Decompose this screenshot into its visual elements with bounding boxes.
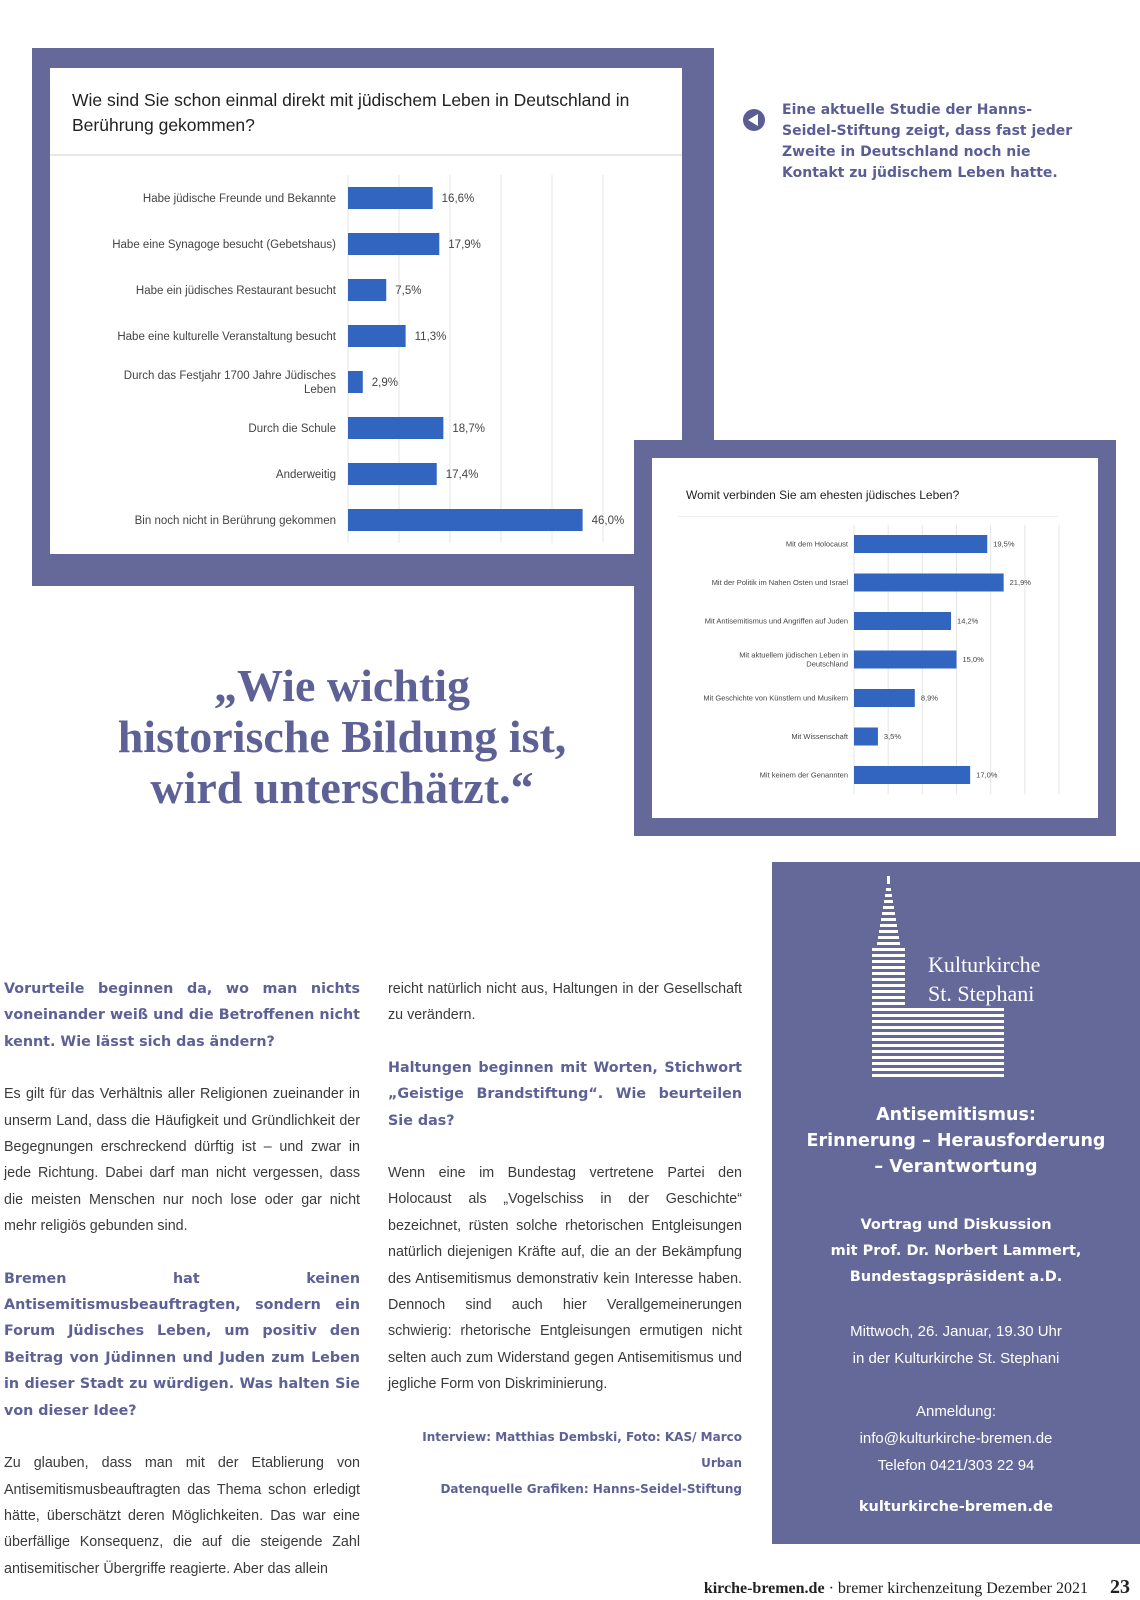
value-label: 2,9% xyxy=(371,377,399,390)
chart-frame-association xyxy=(634,440,1116,836)
page-number: 23 xyxy=(1110,1576,1130,1598)
wordmark-line: St. Stephani xyxy=(928,981,1035,1006)
value-label: 15,0% xyxy=(962,655,984,665)
category-label: Bin noch nicht in Berührung gekommen xyxy=(134,515,336,528)
pull-quote xyxy=(62,660,622,813)
value-label: 3,5% xyxy=(883,732,902,742)
event-registration xyxy=(772,1398,1140,1479)
registration-label: Anmeldung: xyxy=(915,1403,997,1420)
bar xyxy=(348,417,443,439)
value-label: 17,0% xyxy=(976,770,998,780)
category-label: Mit keinem der Genannten xyxy=(759,770,848,780)
category-label: Durch das Festjahr 1700 Jahre Jüdisches Leben xyxy=(123,370,336,396)
bar xyxy=(348,463,437,485)
event-sidebar xyxy=(772,862,1140,1544)
kulturkirche-wordmark xyxy=(928,950,1040,1008)
chart-title: Womit verbinden Sie am ehesten jüdisches Leben? xyxy=(686,488,960,502)
category-label: Mit aktuellem jüdischen Leben in Deutschland xyxy=(739,650,848,669)
category-label: Mit dem Holocaust xyxy=(785,539,848,549)
pull-quote-line: „Wie wichtig xyxy=(214,660,470,711)
category-label: Durch die Schule xyxy=(248,423,336,436)
category-label: Mit Wissenschaft xyxy=(791,732,848,742)
value-label: 17,4% xyxy=(445,469,479,482)
category-label: Mit der Politik im Nahen Osten und Israel xyxy=(711,578,848,588)
value-label: 16,6% xyxy=(441,193,475,206)
interview-question: Vorurteile beginnen da, wo man nichts voneinander weiß und die Betroffenen nicht kennt. Wie lässt sich das ändern? xyxy=(4,981,360,1050)
bar xyxy=(348,279,386,301)
event-date-line: Mittwoch, 26. Januar, 19.30 Uhr xyxy=(850,1323,1062,1340)
category-label: Anderweitig xyxy=(275,469,336,482)
value-label: 8,9% xyxy=(920,693,938,703)
event-date xyxy=(772,1318,1140,1372)
bar-chart-association xyxy=(652,524,1098,818)
bar xyxy=(348,233,439,255)
bar xyxy=(854,612,951,630)
category-label: Mit Antisemitismus und Angriffen auf Juden xyxy=(704,616,848,626)
event-title-line: Erinnerung – Herausforderung xyxy=(806,1131,1106,1151)
event-date-line: in der Kulturkirche St. Stephani xyxy=(852,1350,1060,1367)
category-label: Habe eine Synagoge besucht (Gebetshaus) xyxy=(112,239,336,252)
pull-quote-line: historische Bildung ist, xyxy=(117,711,567,762)
callout-text: Eine aktuelle Studie der Hanns-Seidel-Stiftung zeigt, dass fast jeder Zweite in Deutschland noch nie Kontakt zu jüdischem Leben hatte. xyxy=(782,102,1073,181)
event-title-line: Antisemitismus: xyxy=(876,1105,1036,1125)
category-label: Habe eine kulturelle Veranstaltung besucht xyxy=(117,331,336,344)
interview-answer: reicht natürlich nicht aus, Haltungen in der Gesellschaft zu verändern. xyxy=(388,981,742,1024)
value-label: 14,2% xyxy=(957,616,979,626)
title-divider xyxy=(678,516,1058,517)
website-link[interactable]: kulturkirche-bremen.de xyxy=(858,1499,1054,1515)
event-description xyxy=(772,1212,1140,1290)
bar xyxy=(348,509,583,531)
bar xyxy=(854,728,878,746)
value-label: 18,7% xyxy=(452,423,485,436)
value-label: 46,0% xyxy=(591,515,625,528)
bar xyxy=(348,325,406,347)
value-label: 7,5% xyxy=(395,285,422,298)
pull-quote-line: wird unterschätzt.“ xyxy=(150,762,534,813)
event-title-line: – Verantwortung xyxy=(874,1157,1038,1177)
event-description-line: mit Prof. Dr. Norbert Lammert, xyxy=(830,1243,1082,1259)
bar xyxy=(348,371,363,393)
value-label: 19,5% xyxy=(993,539,1015,549)
bar xyxy=(854,535,987,553)
event-description-line: Vortrag und Diskussion xyxy=(860,1217,1052,1233)
interview-answer: Zu glauben, dass man mit der Etablierung von Antisemitismusbeauftragten das Thema schon erledigt hätte, überschätzt deren Möglichkeiten. Das war eine überfällige Konsequenz, die auf die steigende Zahl antisemitischer Übergriffe reagierte. Aber das allein xyxy=(4,1455,360,1577)
bar xyxy=(854,574,1004,592)
bar xyxy=(348,187,433,209)
registration-email[interactable]: info@kulturkirche-bremen.de xyxy=(859,1430,1053,1447)
article-column-1 xyxy=(4,976,360,1582)
category-label: Habe jüdische Freunde und Bekannte xyxy=(142,193,336,206)
chart-title: Wie sind Sie schon einmal direkt mit jüdischem Leben in Deutschland in Berührung gekommen? xyxy=(72,90,630,135)
chart-frame-contact xyxy=(32,48,714,586)
event-title xyxy=(772,1102,1140,1180)
bar xyxy=(854,651,957,669)
photo-credit: Interview: Matthias Dembski, Foto: KAS/ Marco Urban xyxy=(422,1429,742,1470)
value-label: 17,9% xyxy=(448,239,481,252)
value-label: 21,9% xyxy=(1009,578,1031,588)
bar xyxy=(854,689,915,707)
wordmark-line: Kulturkirche xyxy=(928,952,1041,977)
interview-question: Bremen hat keinen Antisemitismusbeauftragten, sondern ein Forum Jüdisches Leben, um positiv den Beitrag von Jüdinnen und Juden zum Leben in dieser Stadt zu würdigen. Was halten Sie von dieser Idee? xyxy=(4,1270,360,1419)
interview-answer: Es gilt für das Verhältnis aller Religionen zueinander in unserm Land, dass die Häufigkeit und Gründlichkeit der Begegnungen erschreckend dürftig ist – und zwar in jede Richtung. Dabei darf man nicht vergessen, dass die meisten Menschen nur noch lose oder gar nicht mehr religiös gebunden sind. xyxy=(4,1086,360,1235)
title-divider xyxy=(50,154,682,156)
registration-phone[interactable]: Telefon 0421/303 22 94 xyxy=(877,1457,1035,1474)
interview-question: Haltungen beginnen mit Worten, Stichwort „Geistige Brandstiftung“. Wie beurteilen Sie das? xyxy=(388,1059,742,1129)
category-label: Mit Geschichte von Künstlern und Musikern xyxy=(703,693,848,703)
category-label: Habe ein jüdisches Restaurant besucht xyxy=(135,285,336,298)
footer-publication: · bremer kirchenzeitung Dezember 2021 xyxy=(824,1580,1088,1597)
article-column-2 xyxy=(388,976,742,1502)
chart-card-association xyxy=(652,458,1098,818)
bar-chart-contact xyxy=(50,164,682,554)
arrow-left-circle-icon xyxy=(742,108,766,132)
interview-answer: Wenn eine im Bundestag vertretene Partei den Holocaust als „Vogelschiss in der Geschichte“ bezeichnet, rüsten solche rhetorischen Entgleisungen natürlich diejenigen Kräfte auf, die an der Bekämpfung des Antisemitismus demonstrativ kein Interesse haben. Dennoch sind auch hier Verallgemeinerungen schwierig: rhetorische Entgleisungen ermutigen nicht selten auch zum Widerstand gegen Antisemitismus und jegliche Form von Diskriminierung. xyxy=(388,1165,742,1393)
value-label: 11,3% xyxy=(414,331,447,344)
bar xyxy=(854,766,970,784)
chart-card-contact xyxy=(50,68,682,554)
event-description-line: Bundestagspräsident a.D. xyxy=(849,1269,1063,1285)
page-footer xyxy=(704,1576,1130,1599)
data-source-credit: Datenquelle Grafiken: Hanns-Seidel-Stiftung xyxy=(440,1481,742,1496)
footer-site: kirche-bremen.de xyxy=(703,1580,825,1597)
